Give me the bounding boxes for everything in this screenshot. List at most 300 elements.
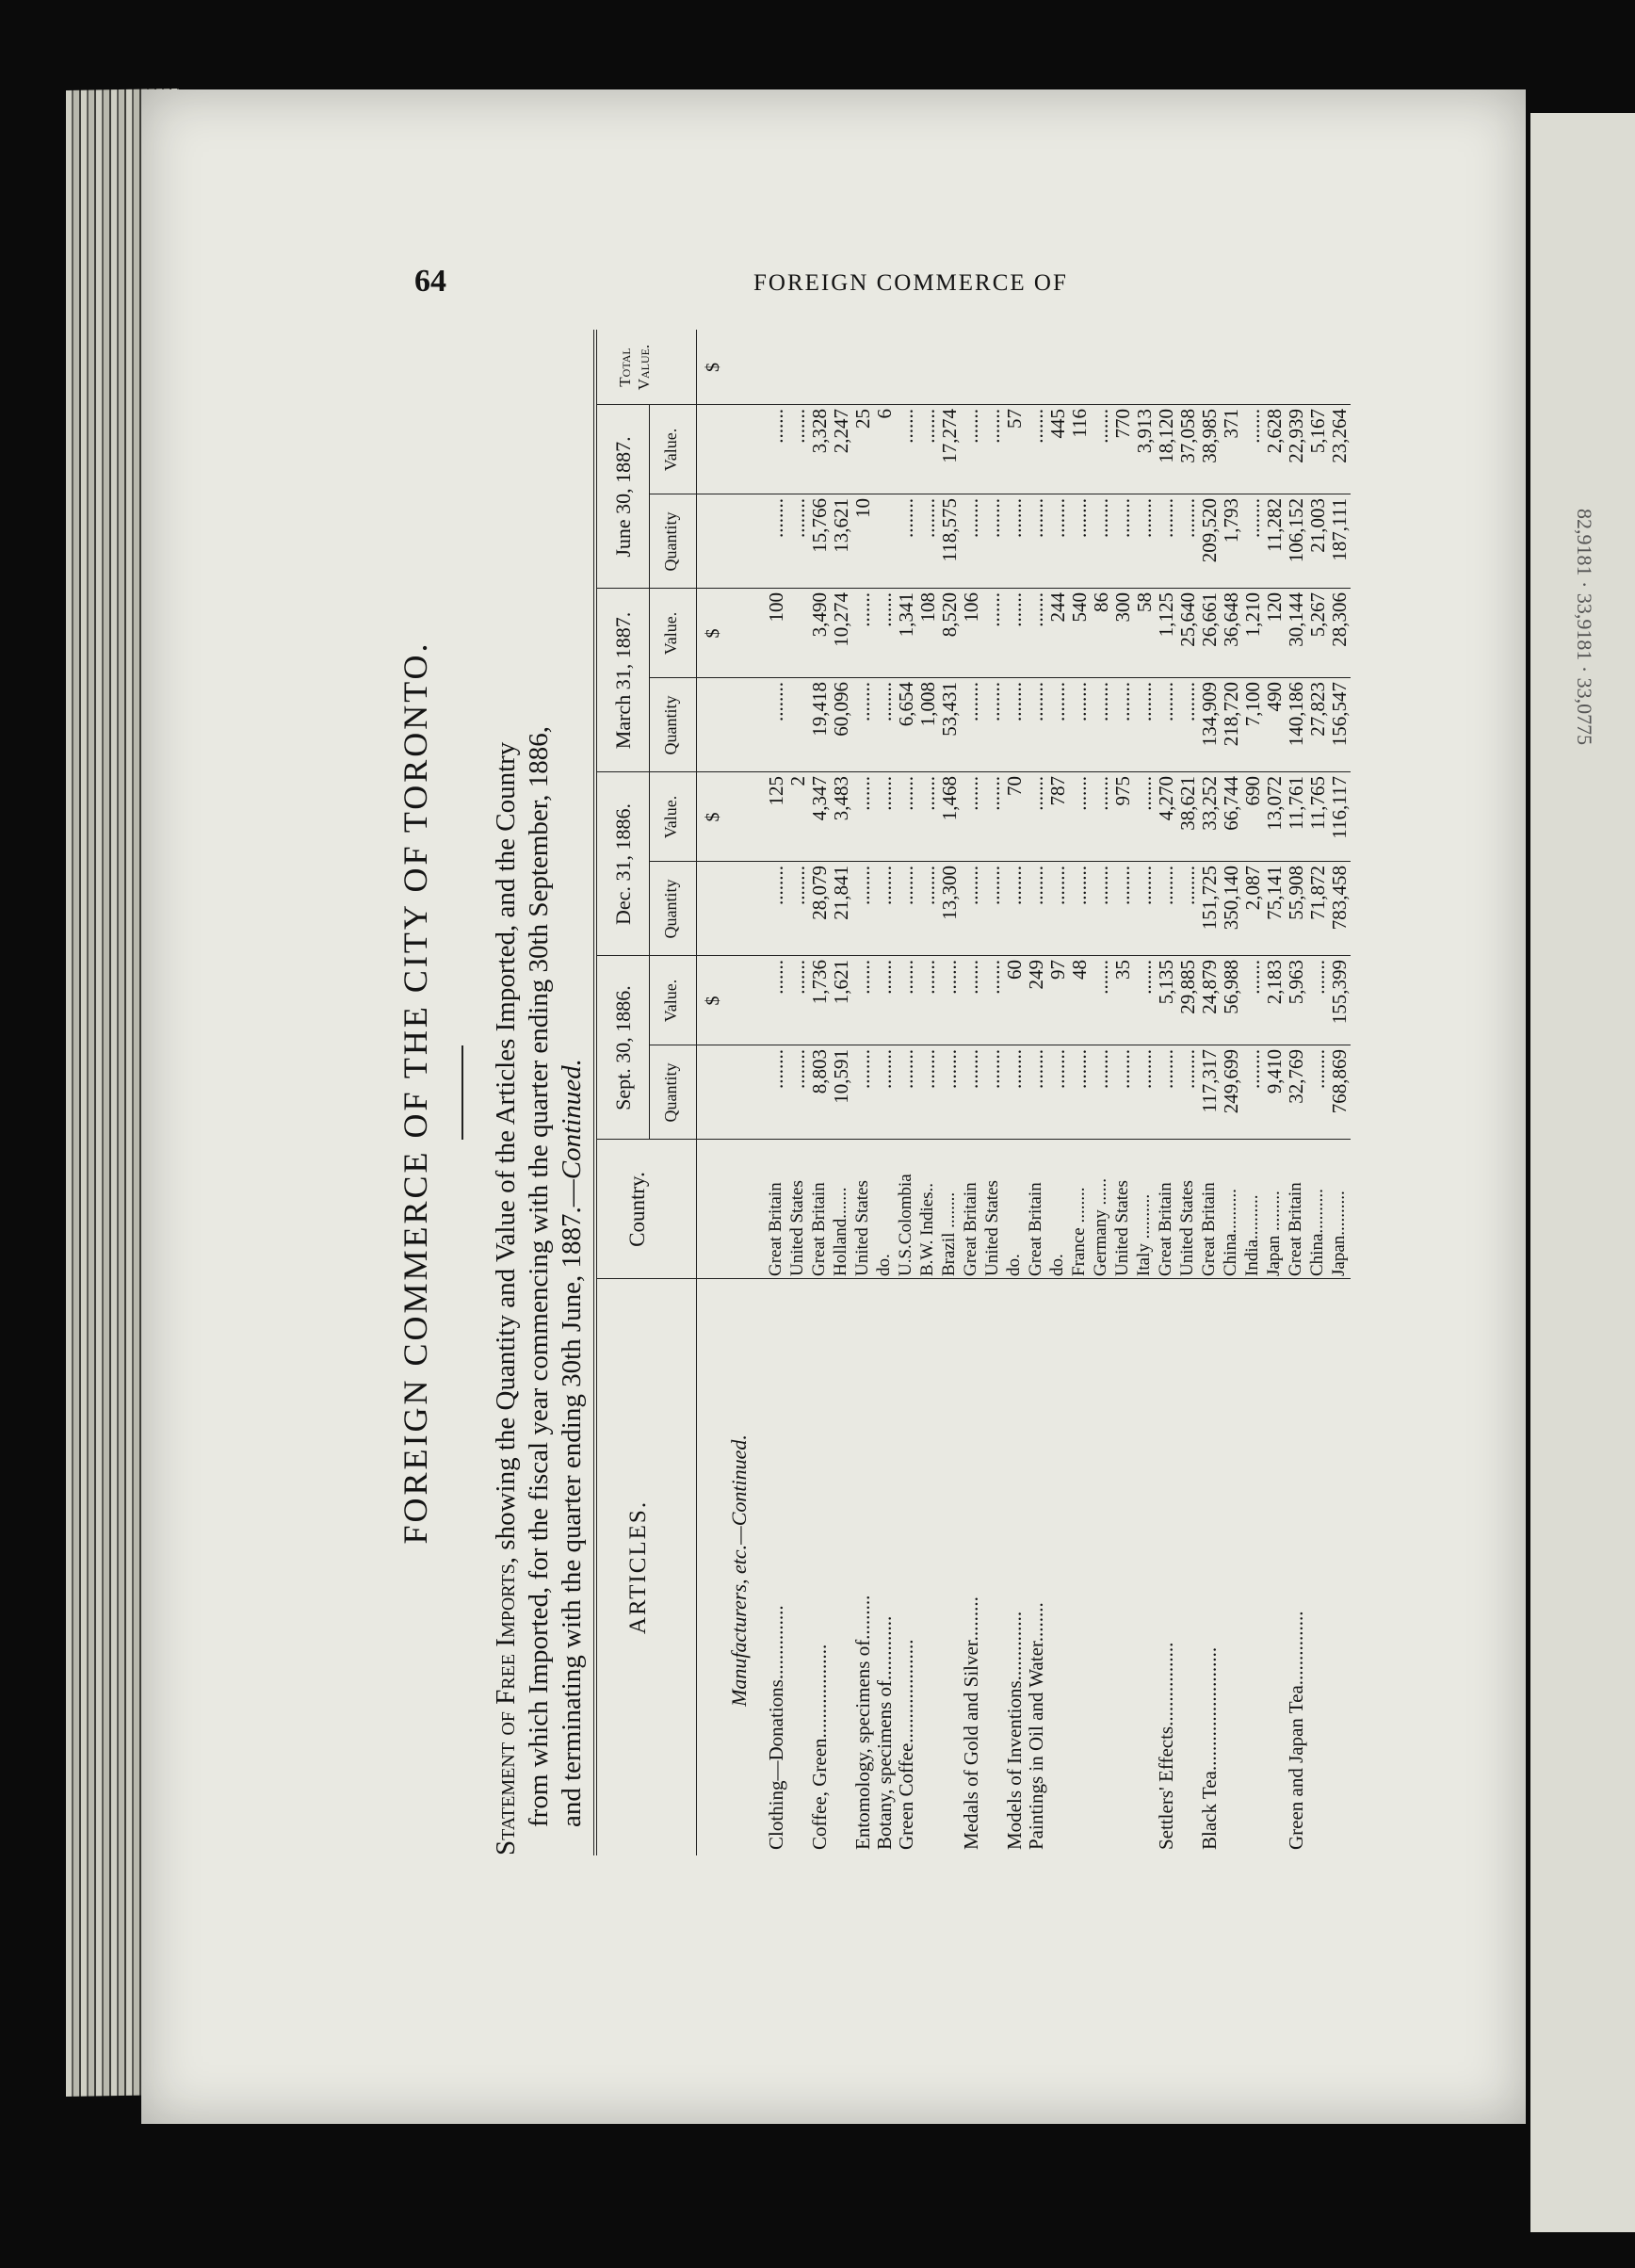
- cell-q3q: 134,909: [1198, 682, 1221, 747]
- cell-q2q: 2,087: [1241, 866, 1264, 911]
- cell-q1v: .......: [765, 960, 787, 995]
- cell-q1q: ........: [765, 1049, 787, 1089]
- cell-q3v: 1,341: [895, 592, 917, 638]
- cell-cty: United States: [1112, 1180, 1132, 1276]
- cell-q2v: 70: [1003, 776, 1026, 796]
- cell-q1v: .......: [851, 960, 874, 995]
- cell-q3v: .......: [851, 592, 874, 627]
- cell-q3v: 108: [916, 592, 939, 623]
- cell-q3v: .......: [981, 592, 1004, 627]
- cell-q2v: 66,744: [1220, 776, 1242, 831]
- cell-q2v: 1,468: [938, 776, 961, 821]
- cell-q2q: ........: [1111, 866, 1134, 905]
- adjacent-page: [1530, 113, 1635, 2232]
- cell-cty: France ........: [1069, 1187, 1089, 1276]
- table-row: [1068, 330, 1091, 1855]
- cell-q1v: 2,183: [1263, 960, 1286, 1005]
- cell-art: Green and Japan Tea...............: [1285, 1611, 1307, 1850]
- cell-q4v: 5,167: [1306, 409, 1329, 454]
- table-row: [1046, 330, 1069, 1855]
- cell-q4q: ........: [1090, 498, 1112, 538]
- cell-art: Medals of Gold and Silver.........: [960, 1596, 982, 1850]
- cell-q2v: 125: [765, 776, 787, 806]
- cell-q3q: ........: [1111, 682, 1134, 721]
- dollar-sign: $: [703, 628, 723, 639]
- subheader-quantity: Quantity: [661, 695, 680, 755]
- cell-q3q: 60,096: [830, 682, 852, 737]
- header-q1: Sept. 30, 1886.: [611, 985, 635, 1110]
- cell-q1q: ........: [1046, 1049, 1069, 1089]
- cell-q4v: 25: [851, 409, 874, 429]
- cell-q4q: ........: [1133, 498, 1156, 538]
- cell-cty: Germany ......: [1091, 1178, 1110, 1276]
- cell-q2q: 350,140: [1220, 866, 1242, 931]
- cell-q2v: 116,117: [1328, 776, 1351, 839]
- cell-q4q: 1,793: [1220, 498, 1242, 543]
- cell-cty: India..........: [1242, 1194, 1262, 1276]
- cell-cty: U.S.Colombia: [896, 1174, 915, 1276]
- cell-q2v: 690: [1241, 776, 1264, 806]
- dollar-sign: $: [703, 996, 723, 1006]
- cell-q1q: ........: [1003, 1049, 1026, 1089]
- table-row: [1220, 330, 1242, 1855]
- cell-q4q: ........: [1155, 498, 1177, 538]
- cell-art: Models of Inventions..............: [1003, 1611, 1026, 1850]
- cell-q2v: .......: [1090, 776, 1112, 811]
- table-row: [1328, 330, 1351, 1855]
- table-row: [981, 330, 1004, 1855]
- table-row: [1241, 330, 1264, 1855]
- cell-cty: United States: [852, 1180, 872, 1276]
- cell-q3v: 1,210: [1241, 592, 1264, 638]
- header-q2: Dec. 31, 1886.: [611, 803, 635, 925]
- cell-q2q: ........: [1155, 866, 1177, 905]
- statement-line-1: [490, 330, 523, 1855]
- cell-q4v: 57: [1003, 409, 1026, 429]
- table-row: [830, 330, 852, 1855]
- statement-line-3: [556, 330, 589, 1855]
- statement-line3: and terminating with the quarter ending 30th June, 1887.—: [557, 1179, 587, 1827]
- cell-q3v: 300: [1111, 592, 1134, 623]
- cell-art: Entomology, specimens of.........: [851, 1595, 874, 1850]
- cell-q1q: ........: [1176, 1049, 1199, 1089]
- cell-q3q: 1,008: [916, 682, 939, 727]
- cell-q3q: ........: [1046, 682, 1069, 721]
- cell-cty: China..........: [1221, 1189, 1240, 1276]
- cell-cty: Great Britain: [961, 1182, 980, 1276]
- cell-q1q: 32,769: [1285, 1049, 1307, 1104]
- rule: [649, 405, 650, 1140]
- cell-cty: do.: [874, 1254, 894, 1276]
- cell-q4v: .......: [916, 409, 939, 444]
- cell-q2v: .......: [1068, 776, 1091, 811]
- cell-q4v: .......: [960, 409, 982, 444]
- cell-q3q: ........: [1176, 682, 1199, 721]
- cell-q4q: ........: [1241, 498, 1264, 538]
- cell-q3q: 218,720: [1220, 682, 1242, 747]
- cell-q4v: 17,274: [938, 409, 961, 463]
- cell-q1v: 5,963: [1285, 960, 1307, 1005]
- cell-q1v: 24,879: [1198, 960, 1221, 1014]
- cell-q1v: .......: [938, 960, 961, 995]
- cell-q1q: ........: [1241, 1049, 1264, 1089]
- cell-q1q: ........: [873, 1049, 896, 1089]
- subheader-quantity: Quantity: [661, 879, 680, 939]
- cell-cty: United States: [1177, 1180, 1197, 1276]
- cell-q2q: ........: [1176, 866, 1199, 905]
- dollar-sign: $: [703, 812, 723, 822]
- cell-q2v: 3,483: [830, 776, 852, 821]
- cell-q4q: ........: [1003, 498, 1026, 538]
- header-q4: June 30, 1887.: [611, 436, 635, 558]
- cell-q1q: ........: [1090, 1049, 1112, 1089]
- table-row: [1155, 330, 1177, 1855]
- cell-q2q: ........: [1090, 866, 1112, 905]
- cell-q2q: ........: [765, 866, 787, 905]
- cell-q2v: 4,270: [1155, 776, 1177, 821]
- header-articles: ARTICLES.: [625, 1499, 651, 1635]
- cell-cty: Japan .........: [1264, 1191, 1284, 1276]
- cell-q3q: ........: [1025, 682, 1047, 721]
- cell-q4q: ........: [916, 498, 939, 538]
- subheader-quantity: Quantity: [661, 511, 680, 572]
- cell-q1q: ........: [1025, 1049, 1047, 1089]
- cell-q4v: 3,328: [808, 409, 831, 454]
- header-total: Total Value.: [616, 344, 653, 391]
- cell-q3q: 490: [1263, 682, 1286, 712]
- cell-q3q: 19,418: [808, 682, 831, 737]
- cell-q4v: .......: [981, 409, 1004, 444]
- rule: [696, 330, 697, 1855]
- cell-q2v: .......: [916, 776, 939, 811]
- cell-q4v: .......: [1241, 409, 1264, 444]
- cell-q4v: .......: [786, 409, 809, 444]
- title-rule: [461, 1045, 463, 1140]
- cell-q4v: .......: [895, 409, 917, 444]
- cell-q2q: ........: [1003, 866, 1026, 905]
- cell-q1v: .......: [916, 960, 939, 995]
- statement-continued: Continued.: [557, 1059, 587, 1180]
- imports-table: [593, 330, 1351, 1855]
- cell-q1q: ........: [786, 1049, 809, 1089]
- cell-q2q: ........: [1133, 866, 1156, 905]
- cell-q3v: 10,274: [830, 592, 852, 647]
- cell-q3q: ........: [981, 682, 1004, 721]
- cell-q1q: 768,869: [1328, 1049, 1351, 1114]
- cell-q1q: 10,591: [830, 1049, 852, 1104]
- table-row: [938, 330, 961, 1855]
- cell-q1q: 8,803: [808, 1049, 831, 1094]
- cell-q2q: 71,872: [1306, 866, 1329, 920]
- table-row: [1198, 330, 1221, 1855]
- cell-q3v: 28,306: [1328, 592, 1351, 647]
- cell-q3v: 3,490: [808, 592, 831, 638]
- cell-q2q: 28,079: [808, 866, 831, 920]
- cell-q2v: 38,621: [1176, 776, 1199, 831]
- cell-q4v: 2,247: [830, 409, 852, 454]
- cell-q4q: 15,766: [808, 498, 831, 553]
- cell-q4v: 371: [1220, 409, 1242, 439]
- table-row: [1025, 330, 1047, 1855]
- table-row: [1111, 330, 1134, 1855]
- cell-cty: Great Britain: [1026, 1182, 1045, 1276]
- dollar-sign: $: [703, 363, 723, 372]
- cell-cty: Holland.......: [831, 1187, 850, 1276]
- cell-q1q: ........: [1068, 1049, 1091, 1089]
- cell-art: Botany, specimens of.............: [873, 1615, 896, 1850]
- cell-q2v: .......: [981, 776, 1004, 811]
- cell-q1v: 1,736: [808, 960, 831, 1005]
- cell-q1q: ........: [960, 1049, 982, 1089]
- cell-q4v: 3,913: [1133, 409, 1156, 454]
- cell-q3v: 244: [1046, 592, 1069, 623]
- cell-q3v: 5,267: [1306, 592, 1329, 638]
- cell-cty: China..........: [1307, 1189, 1327, 1276]
- page-number: 64: [414, 264, 446, 299]
- cell-art: Green Coffee.....................: [895, 1639, 917, 1850]
- cell-q3v: 36,648: [1220, 592, 1242, 647]
- cell-cty: Great Britain: [1286, 1182, 1305, 1276]
- cell-q3q: ........: [873, 682, 896, 721]
- cell-q1q: ........: [1133, 1049, 1156, 1089]
- cell-q2v: .......: [895, 776, 917, 811]
- cell-q3q: ........: [1068, 682, 1091, 721]
- cell-q2q: ........: [1025, 866, 1047, 905]
- cell-cty: Great Britain: [1199, 1182, 1219, 1276]
- cell-q4q: ........: [1111, 498, 1134, 538]
- cell-q1v: 35: [1111, 960, 1134, 980]
- cell-q3q: ........: [1155, 682, 1177, 721]
- cell-cty: Great Britain: [766, 1182, 785, 1276]
- cell-q3v: .......: [873, 592, 896, 627]
- subheader-value: Value.: [661, 611, 680, 656]
- cell-q1q: ........: [938, 1049, 961, 1089]
- table-row: [1090, 330, 1112, 1855]
- cell-q1q: ........: [1155, 1049, 1177, 1089]
- cell-q3v: .......: [1025, 592, 1047, 627]
- cell-q1v: .......: [981, 960, 1004, 995]
- cell-q2q: 21,841: [830, 866, 852, 920]
- table-row: [786, 330, 809, 1855]
- table-row: [895, 330, 917, 1855]
- cell-cty: Italy ..........: [1134, 1193, 1154, 1276]
- cell-q2v: .......: [851, 776, 874, 811]
- cell-q3v: 26,661: [1198, 592, 1221, 647]
- cell-q4v: 38,985: [1198, 409, 1221, 463]
- cell-q2q: ........: [960, 866, 982, 905]
- cell-q4q: ........: [1046, 498, 1069, 538]
- cell-cty: B.W. Indies..: [917, 1182, 937, 1276]
- cell-q4v: 18,120: [1155, 409, 1177, 463]
- cell-q2v: 2: [786, 776, 809, 786]
- cell-q2v: 13,072: [1263, 776, 1286, 831]
- cell-cty: Great Britain: [809, 1182, 829, 1276]
- table-row: [960, 330, 982, 1855]
- cell-q3q: ........: [960, 682, 982, 721]
- cell-q1q: ........: [981, 1049, 1004, 1089]
- cell-q3v: 106: [960, 592, 982, 623]
- cell-q4v: 6: [873, 409, 896, 419]
- cell-q2q: ........: [786, 866, 809, 905]
- cell-q1v: .......: [1241, 960, 1264, 995]
- header-country: Country.: [625, 1172, 649, 1247]
- table-row: [808, 330, 831, 1855]
- cell-cty: do.: [1004, 1254, 1024, 1276]
- table-row: [873, 330, 896, 1855]
- cell-q3v: 86: [1090, 592, 1112, 612]
- cell-q2v: 975: [1111, 776, 1134, 806]
- cell-q4q: 187,111: [1328, 498, 1351, 561]
- statement-line1: showing the Quantity and Value of the Articles Imported, and the Country: [491, 741, 521, 1557]
- cell-q2q: ........: [916, 866, 939, 905]
- cell-q3q: ........: [1003, 682, 1026, 721]
- cell-q3v: 58: [1133, 592, 1156, 612]
- cell-q2q: 151,725: [1198, 866, 1221, 931]
- cell-q3v: 30,144: [1285, 592, 1307, 647]
- cell-cty: Japan..........: [1329, 1191, 1349, 1276]
- cell-q3q: ........: [1090, 682, 1112, 721]
- cell-art: Black Tea.........................: [1198, 1646, 1221, 1850]
- cell-q4q: ........: [1176, 498, 1199, 538]
- cell-q4v: 23,264: [1328, 409, 1351, 463]
- cell-cty: United States: [982, 1180, 1002, 1276]
- cell-q3v: .......: [1003, 592, 1026, 627]
- cell-q3q: ........: [765, 682, 787, 721]
- cell-q1v: .......: [1090, 960, 1112, 995]
- table-row: [1133, 330, 1156, 1855]
- table-row: [851, 330, 874, 1855]
- cell-q3v: 25,640: [1176, 592, 1199, 647]
- section-heading: Manufacturers, etc.—Continued.: [727, 1434, 751, 1707]
- rotated-table-block: [358, 330, 1351, 1855]
- subheader-value: Value.: [661, 428, 680, 472]
- cell-q4q: 21,003: [1306, 498, 1329, 553]
- subheader-value: Value.: [661, 979, 680, 1023]
- cell-q3q: 7,100: [1241, 682, 1264, 727]
- cell-q4v: 37,058: [1176, 409, 1199, 463]
- cell-q3q: ........: [1133, 682, 1156, 721]
- cell-q3q: 53,431: [938, 682, 961, 737]
- cell-q1q: ........: [1111, 1049, 1134, 1089]
- cell-q1v: .......: [1306, 960, 1329, 995]
- cell-q1v: .......: [1133, 960, 1156, 995]
- table-row: [1176, 330, 1199, 1855]
- cell-q3q: 27,823: [1306, 682, 1329, 737]
- cell-q2q: ........: [1046, 866, 1069, 905]
- cell-q2q: ........: [895, 866, 917, 905]
- cell-q4q: 106,152: [1285, 498, 1307, 563]
- cell-q2q: 13,300: [938, 866, 961, 920]
- cell-q3q: 156,547: [1328, 682, 1351, 747]
- table-row: [1003, 330, 1026, 1855]
- cell-q4v: .......: [1090, 409, 1112, 444]
- statement-line-2: from which Imported, for the fiscal year commencing with the quarter ending 30th September, 1886,: [524, 726, 554, 1827]
- cell-q4q: 209,520: [1198, 498, 1221, 563]
- table-row: [916, 330, 939, 1855]
- cell-q4v: 2,628: [1263, 409, 1286, 454]
- cell-art: Settlers' Effects.................: [1155, 1642, 1177, 1850]
- cell-q1q: ........: [851, 1049, 874, 1089]
- cell-q4q: 10: [851, 498, 874, 518]
- cell-q2q: ........: [981, 866, 1004, 905]
- cell-q2q: ........: [1068, 866, 1091, 905]
- cell-q1q: 9,410: [1263, 1049, 1286, 1094]
- cell-art: Paintings in Oil and Water........: [1025, 1602, 1047, 1850]
- cell-q4q: ........: [765, 498, 787, 538]
- cell-q2v: 11,761: [1285, 776, 1307, 830]
- cell-q1v: 1,621: [830, 960, 852, 1005]
- cell-q3q: 140,186: [1285, 682, 1307, 747]
- cell-q1v: 60: [1003, 960, 1026, 980]
- cell-q4q: ........: [786, 498, 809, 538]
- cell-q3v: 8,520: [938, 592, 961, 638]
- cell-q3v: 540: [1068, 592, 1091, 623]
- cell-q1q: ........: [895, 1049, 917, 1089]
- cell-q4q: ........: [1068, 498, 1091, 538]
- cell-q2v: .......: [873, 776, 896, 811]
- cell-q1v: 29,885: [1176, 960, 1199, 1014]
- cell-q1v: .......: [786, 960, 809, 995]
- cell-q2q: ........: [873, 866, 896, 905]
- cell-q1v: .......: [873, 960, 896, 995]
- cell-q4q: ........: [981, 498, 1004, 538]
- cell-q1q: ........: [1306, 1049, 1329, 1089]
- statement-lead: Statement of Free Imports,: [491, 1556, 521, 1855]
- cell-q4q: ........: [1025, 498, 1047, 538]
- cell-q2v: 4,347: [808, 776, 831, 821]
- cell-q2q: 783,458: [1328, 866, 1351, 931]
- cell-q1q: 117,317: [1198, 1049, 1221, 1113]
- cell-q3v: 1,125: [1155, 592, 1177, 638]
- cell-q4q: 13,621: [830, 498, 852, 553]
- table-row: [765, 330, 787, 1855]
- cell-q3v: 100: [765, 592, 787, 623]
- cell-cty: Brazil ........: [939, 1191, 959, 1276]
- header-q3: March 31, 1887.: [611, 611, 635, 750]
- cell-q1v: .......: [960, 960, 982, 995]
- cell-cty: do.: [1047, 1254, 1067, 1276]
- cell-q4v: 445: [1046, 409, 1069, 439]
- cell-q4v: 22,939: [1285, 409, 1307, 463]
- cell-q2q: 55,908: [1285, 866, 1307, 920]
- cell-q2v: .......: [1025, 776, 1047, 811]
- subheader-quantity: Quantity: [661, 1062, 680, 1123]
- cell-cty: Great Britain: [1156, 1182, 1175, 1276]
- cell-art: Clothing—Donations...............: [765, 1605, 787, 1850]
- table-row: [1285, 330, 1307, 1855]
- cell-q2v: .......: [1133, 776, 1156, 811]
- cell-q2v: 787: [1046, 776, 1069, 806]
- cell-q2v: .......: [960, 776, 982, 811]
- page-title: FOREIGN COMMERCE OF THE CITY OF TORONTO.: [397, 640, 434, 1545]
- table-row: [1306, 330, 1329, 1855]
- cell-q1v: 155,399: [1328, 960, 1351, 1025]
- cell-cty: United States: [787, 1180, 807, 1276]
- cell-q1v: 97: [1046, 960, 1069, 980]
- cell-q4q: 118,575: [938, 498, 961, 562]
- cell-q1v: 48: [1068, 960, 1091, 980]
- cell-q3q: ........: [851, 682, 874, 721]
- cell-q2q: ........: [851, 866, 874, 905]
- cell-q1q: ........: [916, 1049, 939, 1089]
- cell-q3q: 6,654: [895, 682, 917, 727]
- cell-q4v: 770: [1111, 409, 1134, 439]
- cell-q4v: 116: [1068, 409, 1091, 438]
- cell-q2q: 75,141: [1263, 866, 1286, 920]
- cell-q4q: 11,282: [1263, 498, 1286, 552]
- cell-q1v: 5,135: [1155, 960, 1177, 1005]
- cell-q4q: ........: [895, 498, 917, 538]
